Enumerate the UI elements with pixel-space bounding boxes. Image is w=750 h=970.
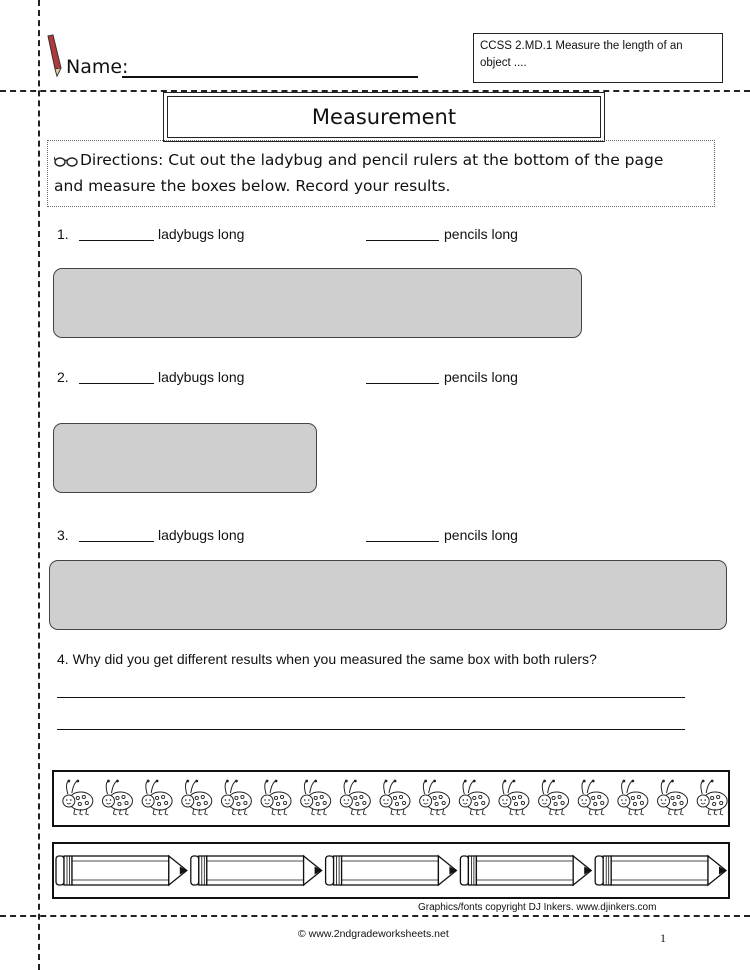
ladybug-answer-blank[interactable]	[79, 541, 154, 542]
ladybug-icon	[420, 780, 450, 815]
ladybug-icon	[578, 780, 608, 815]
ladybug-icon	[261, 780, 291, 815]
standard-text-line2: object ....	[480, 57, 527, 69]
ladybug-icon	[221, 780, 251, 815]
bottom-cut-line	[0, 915, 750, 917]
ladybug-answer-blank[interactable]	[79, 240, 154, 241]
pencil-answer-blank[interactable]	[366, 240, 439, 241]
pencil-icon	[56, 856, 187, 885]
standard-box	[473, 33, 723, 83]
ladybug-icon	[182, 780, 212, 815]
ladybug-icon	[301, 780, 331, 815]
glasses-icon	[54, 155, 78, 167]
pencil-label: pencils long	[444, 527, 518, 543]
pencil-answer-blank[interactable]	[366, 541, 439, 542]
question-number: 2.	[57, 369, 69, 385]
pencil-icon	[595, 856, 726, 885]
pencil-icon	[460, 856, 591, 885]
ladybug-label: ladybugs long	[158, 527, 245, 543]
standard-text-line1: CCSS 2.MD.1 Measure the length of an	[480, 40, 683, 52]
directions-line1: Directions: Cut out the ladybug and pencil rulers at the bottom of the page	[80, 151, 664, 169]
ladybug-icon	[102, 780, 132, 815]
measure-box-2	[53, 423, 317, 493]
ladybug-icon	[697, 780, 727, 815]
ladybug-label: ladybugs long	[158, 226, 245, 242]
pencil-ruler	[52, 842, 730, 899]
pencil-label: pencils long	[444, 369, 518, 385]
answer-line-1[interactable]	[57, 697, 685, 698]
ladybug-icon	[499, 780, 529, 815]
ladybug-answer-blank[interactable]	[79, 383, 154, 384]
page-number: 1	[660, 931, 666, 945]
title-box	[163, 92, 605, 142]
pencil-ruler-art	[54, 844, 728, 897]
ladybug-icon	[380, 780, 410, 815]
name-field[interactable]	[122, 76, 418, 78]
vertical-cut-line	[38, 0, 40, 970]
pencil-icon	[44, 34, 64, 78]
credit-text: Graphics/fonts copyright DJ Inkers. www.djinkers.com	[418, 902, 657, 913]
measure-box-1	[53, 268, 582, 338]
page-title: Measurement	[167, 96, 601, 138]
ladybug-icon	[658, 780, 688, 815]
question-number: 1.	[57, 226, 69, 242]
directions-line2: and measure the boxes below. Record your results.	[54, 177, 451, 195]
question-number: 3.	[57, 527, 69, 543]
pencil-icon	[191, 856, 322, 885]
pencil-answer-blank[interactable]	[366, 383, 439, 384]
ladybug-ruler-art	[54, 772, 728, 825]
ladybug-icon	[63, 780, 93, 815]
website-text: © www.2ndgradeworksheets.net	[298, 928, 449, 940]
ladybug-label: ladybugs long	[158, 369, 245, 385]
name-row	[44, 34, 444, 84]
question-4: 4. Why did you get different results when you measured the same box with both rulers?	[57, 651, 597, 667]
measure-box-3	[49, 560, 727, 630]
answer-line-2[interactable]	[57, 729, 685, 730]
ladybug-icon	[618, 780, 648, 815]
ladybug-icon	[340, 780, 370, 815]
ladybug-icon	[459, 780, 489, 815]
ladybug-ruler	[52, 770, 730, 827]
directions-box	[47, 140, 715, 207]
ladybug-icon	[142, 780, 172, 815]
pencil-icon	[326, 856, 457, 885]
pencil-label: pencils long	[444, 226, 518, 242]
name-label: Name:	[66, 56, 129, 78]
ladybug-icon	[539, 780, 569, 815]
